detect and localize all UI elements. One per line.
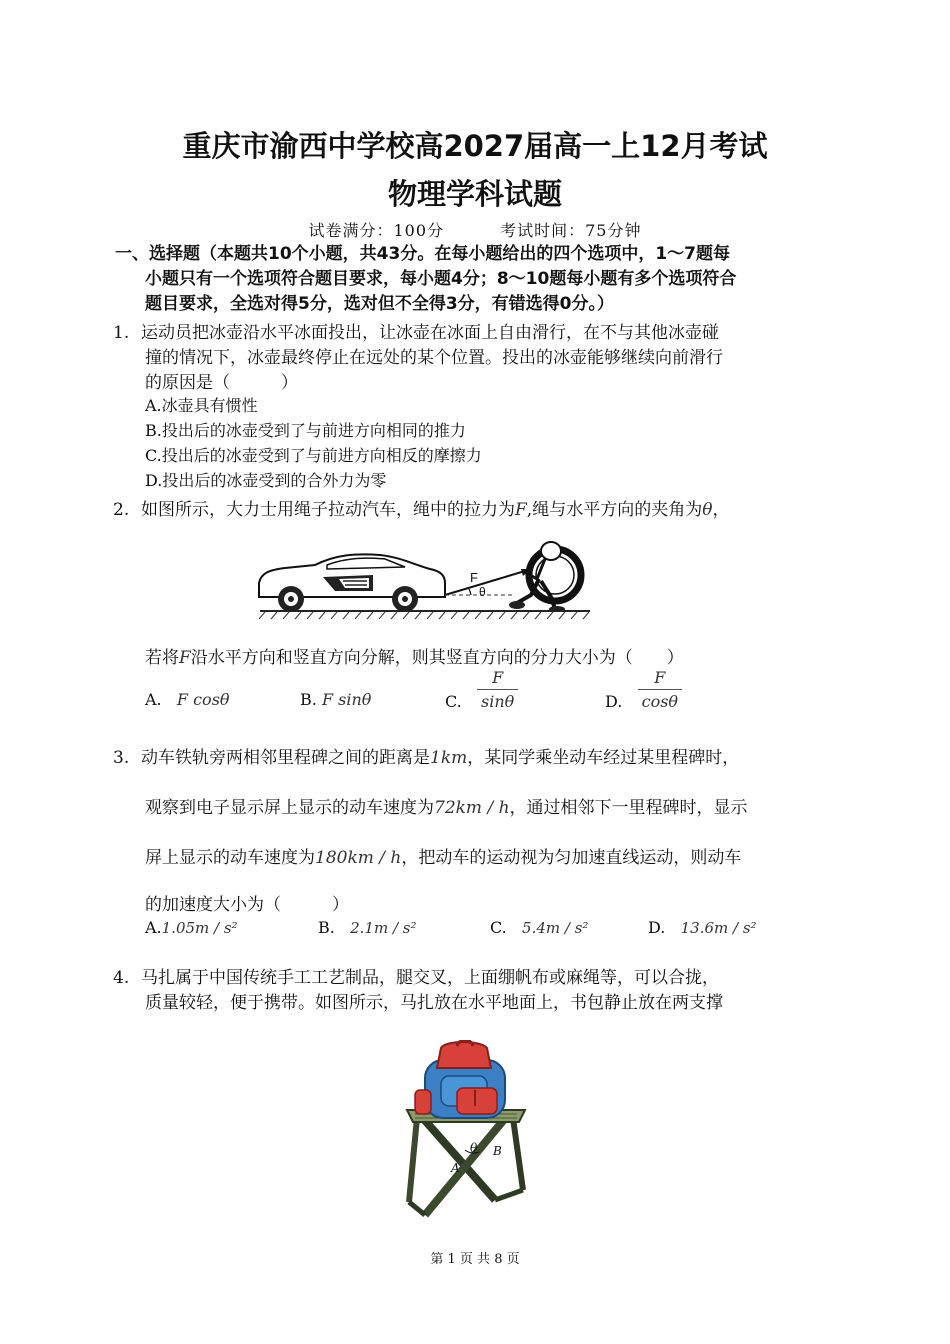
q3-line-2: 观察到电子显示屏上显示的动车速度为72km / h，通过相邻下一里程碑时，显示 (145, 798, 748, 818)
q1-number: 1. (113, 323, 130, 343)
q3-line-4: 的加速度大小为（ ） (145, 895, 349, 915)
duration: 考试时间：75分钟 (500, 221, 642, 240)
angle-label: θ (479, 585, 486, 599)
q2-line-2: 若将F沿水平方向和竖直方向分解，则其竖直方向的分力大小为（ ） (145, 648, 684, 668)
q3-option-d: D. 13.6m / s² (648, 918, 757, 937)
q2-option-c: C. $\frac{F}{\sin\theta}$ (445, 664, 518, 711)
q3-option-b: B. 2.1m / s² (318, 918, 417, 937)
q2-option-a: A. F cosθ (145, 690, 230, 709)
q2-line-1: 2. 如图所示，大力士用绳子拉动汽车，绳中的拉力为F,绳与水平方向的夹角为θ， (113, 500, 730, 520)
section-line-2: 小题只有一个选项符合题目要求，每小题4分；8～10题每小题有多个选项符合 (145, 269, 737, 289)
leg-a-label: A (451, 1161, 460, 1175)
q3-line-3: 屏上显示的动车速度为180km / h，把动车的运动视为匀加速直线运动，则动车 (145, 848, 742, 868)
q1-option-c: C.投出后的冰壶受到了与前进方向相反的摩擦力 (145, 446, 482, 465)
q1-line-1: 1. 运动员把冰壶沿水平冰面投出，让冰壶在冰面上自由滑行，在不与其他冰壶碰 (113, 323, 719, 343)
full-score: 试卷满分：100分 (308, 221, 445, 240)
exam-title: 重庆市渝西中学校高2027届高一上12月考试 (182, 129, 768, 163)
q4-line-1: 4. 马扎属于中国传统手工工艺制品，腿交叉，上面绷帆布或麻绳等，可以合拢， (113, 968, 719, 988)
q1-line-2: 撞的情况下，冰壶最终停止在远处的某个位置。投出的冰壶能够继续向前滑行 (145, 348, 723, 368)
q1-line-3: 的原因是（ ） (145, 373, 298, 393)
force-label: F (470, 570, 478, 585)
q3-number: 3. (113, 748, 130, 768)
exam-subtitle: 物理学科试题 (387, 177, 562, 211)
q3-option-c: C. 5.4m / s² (490, 918, 589, 937)
q2-number: 2. (113, 500, 130, 520)
stool-angle-label: θ (470, 1141, 478, 1155)
q3-line-1: 3. 动车铁轨旁两相邻里程碑之间的距离是1km，某同学乘坐动车经过某里程碑时， (113, 748, 740, 768)
car-pulling-figure (255, 535, 595, 627)
q1-option-b: B.投出后的冰壶受到了与前进方向相同的推力 (145, 421, 466, 440)
page-footer: 第 1 页 共 8 页 (430, 1252, 520, 1267)
section-line-1: 一、选择题（本题共10个小题，共43分。在每小题给出的四个选项中，1～7题每 (115, 244, 730, 264)
stool-backpack-figure (395, 1040, 535, 1230)
q4-number: 4. (113, 968, 130, 988)
section-line-3: 题目要求，全选对得5分，选对但不全得3分，有错选得0分。） (145, 294, 614, 314)
q3-option-a: A.1.05m / s² (145, 918, 238, 937)
leg-b-label: B (493, 1144, 502, 1158)
q2-option-d: D. $\frac{F}{\cos\theta}$ (605, 664, 682, 711)
q4-line-2: 质量较轻，便于携带。如图所示，马扎放在水平地面上，书包静止放在两支撑 (145, 993, 723, 1013)
section-heading (115, 242, 815, 317)
q1-option-a: A.冰壶具有惯性 (145, 396, 258, 415)
exam-meta (0, 218, 950, 241)
q2-option-b: B. F sinθ (300, 690, 372, 709)
q1-option-d: D.投出后的冰壶受到的合外力为零 (145, 471, 387, 490)
